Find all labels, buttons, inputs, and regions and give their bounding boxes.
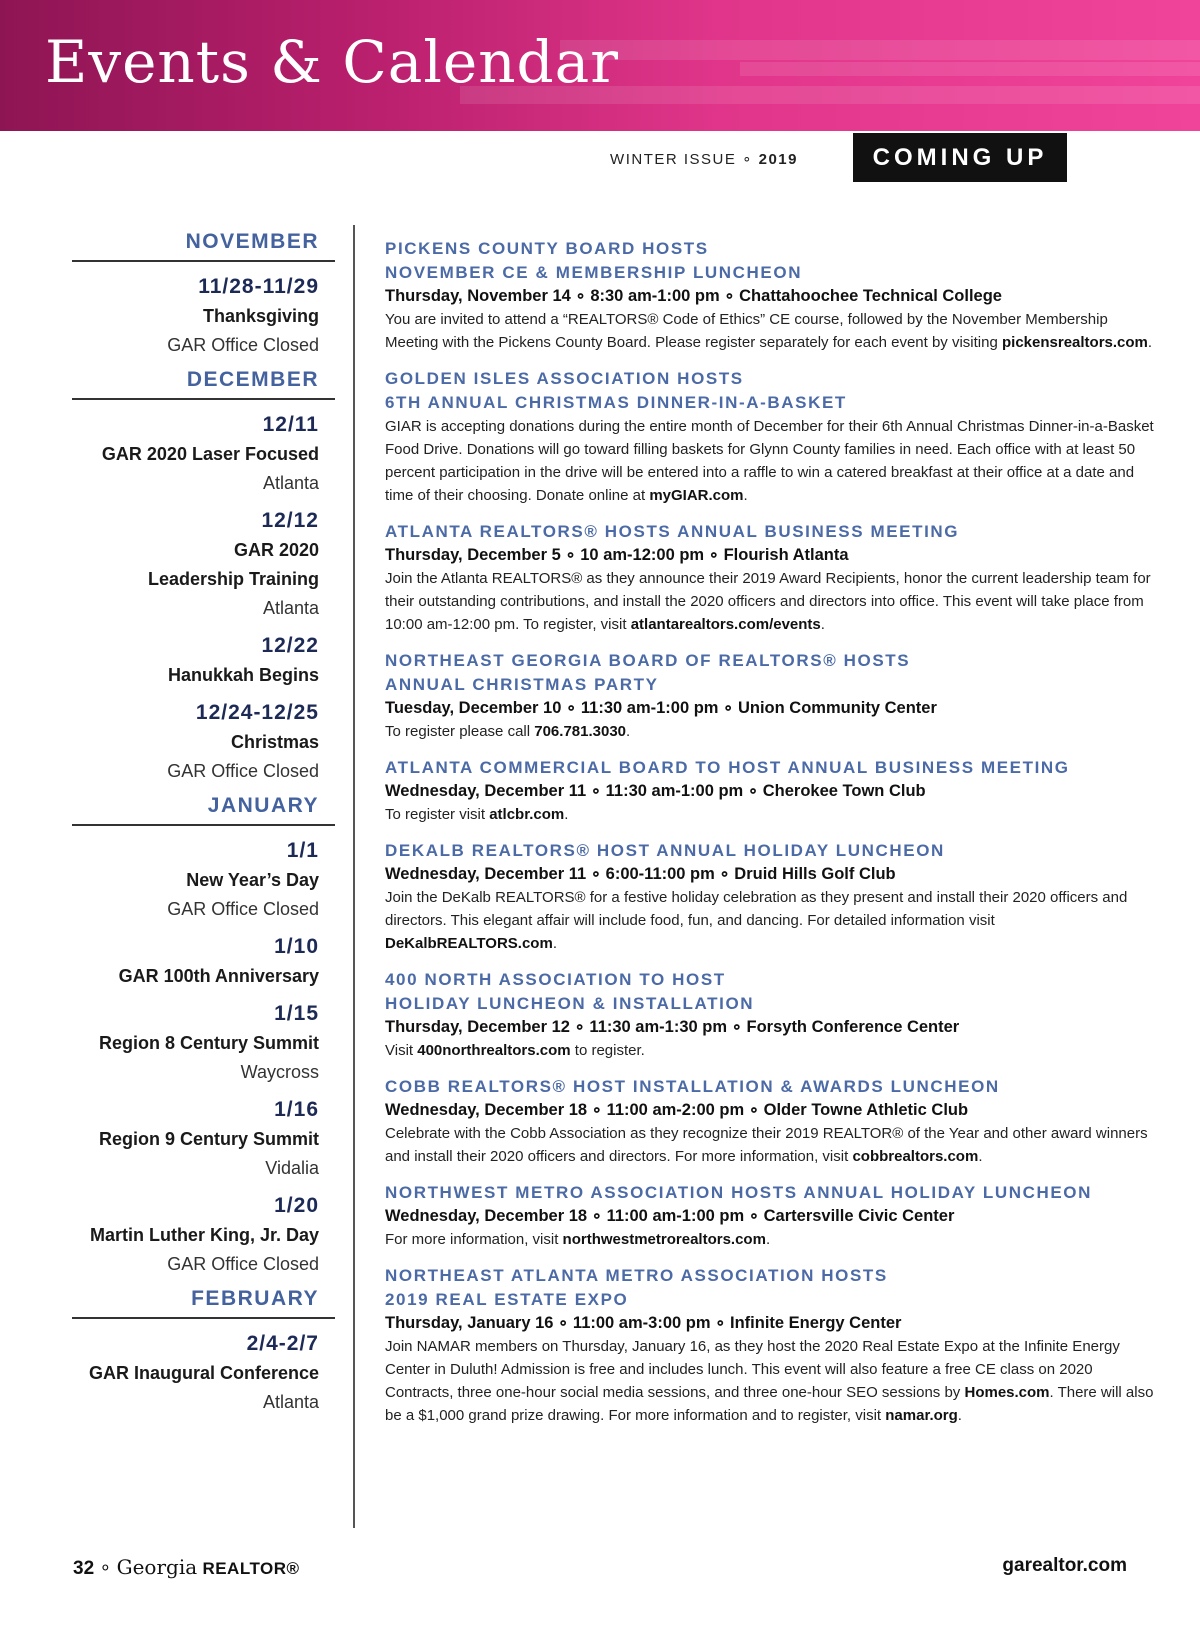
entry-name: Region 8 Century Summit	[98, 1033, 319, 1053]
event-description	[385, 1228, 1155, 1251]
entry-location: Atlanta	[262, 1392, 319, 1412]
event-description-text: .	[743, 487, 748, 504]
event-title: 6TH ANNUAL CHRISTMAS DINNER-IN-A-BASKET	[385, 393, 847, 412]
entry-name: GAR 2020	[233, 540, 319, 560]
calendar-entry	[50, 932, 335, 991]
entry-location: GAR Office Closed	[167, 335, 319, 355]
event-item	[385, 367, 1155, 507]
event-title: DEKALB REALTORS® HOST ANNUAL HOLIDAY LUNCHEON	[385, 841, 945, 860]
calendar-entry	[50, 272, 335, 360]
event-datetime: Thursday, December 12 ∘ 11:30 am-1:30 pm ∘ Forsyth Conference Center	[385, 1018, 960, 1036]
page-title: Events & Calendar	[45, 28, 619, 96]
event-title: GOLDEN ISLES ASSOCIATION HOSTS	[385, 369, 744, 388]
event-item	[385, 1264, 1155, 1427]
header-banner	[0, 0, 1200, 131]
event-item	[385, 520, 1155, 636]
event-description-text: .	[564, 806, 569, 823]
event-description-text: Visit	[385, 1042, 418, 1059]
event-description-text: Join the Atlanta REALTORS® as they announce their 2019 Award Recipients, honor the current leadership team for their outstanding contributions, and install the 2020 officers and directors into office. This event will take place from 10:00 am-12:00 pm. To register, visit	[385, 570, 1151, 633]
event-datetime: Thursday, November 14 ∘ 8:30 am-1:00 pm ∘ Chattahoochee Technical College	[385, 287, 1002, 305]
event-item	[385, 1181, 1155, 1251]
event-link[interactable]: namar.org	[885, 1407, 958, 1424]
event-description-text: .	[820, 616, 825, 633]
entry-date: 1/16	[274, 1098, 319, 1121]
entry-date: 1/20	[274, 1194, 319, 1217]
event-datetime: Thursday, January 16 ∘ 11:00 am-3:00 pm ∘ Infinite Energy Center	[385, 1314, 902, 1332]
event-item	[385, 968, 1155, 1062]
entry-location: GAR Office Closed	[167, 1254, 319, 1274]
calendar-entry	[50, 631, 335, 690]
entry-location: GAR Office Closed	[167, 761, 319, 781]
entry-location: Atlanta	[262, 598, 319, 618]
events-list	[385, 237, 1155, 1440]
calendar-sidebar	[50, 230, 335, 1425]
event-datetime: Wednesday, December 11 ∘ 11:30 am-1:00 pm ∘ Cherokee Town Club	[385, 782, 926, 800]
event-link[interactable]: DeKalbREALTORS.com	[385, 935, 553, 952]
magazine-name: Georgia	[116, 1555, 198, 1579]
event-description-text: .	[1147, 334, 1153, 351]
event-description-text: . There will also be a $1,000 grand prize drawing. For more information and to register, visit	[385, 1384, 1154, 1424]
event-title: NORTHWEST METRO ASSOCIATION HOSTS ANNUAL HOLIDAY LUNCHEON	[385, 1183, 1092, 1202]
event-description-text: Celebrate with the Cobb Association as they recognize their 2019 REALTOR® of the Year and other award winners and install their 2020 officers and directors. For more information, visit	[385, 1125, 1148, 1165]
calendar-entry	[50, 999, 335, 1087]
event-link[interactable]: Homes.com	[964, 1384, 1050, 1401]
month-heading: DECEMBER	[72, 368, 335, 400]
event-description-text: .	[552, 935, 557, 952]
event-description-text: To register visit	[385, 806, 490, 823]
entry-date: 12/22	[261, 634, 319, 657]
event-link[interactable]: atlantarealtors.com/events	[630, 616, 821, 633]
calendar-entry	[50, 698, 335, 786]
event-description-text: You are invited to attend a “REALTORS® Code of Ethics” CE course, followed by the November Membership Meeting with the Pickens County Board. Please register separately for each event by visiting	[385, 311, 1108, 351]
event-description-text: Join the DeKalb REALTORS® for a festive holiday celebration as they present and install their 2020 officers and directors. This elegant affair will include food, fun, and dancing. For detailed information visit	[385, 889, 1128, 929]
event-title: COBB REALTORS® HOST INSTALLATION & AWARDS LUNCHEON	[385, 1077, 1000, 1096]
calendar-entry	[50, 836, 335, 924]
entry-date: 12/11	[262, 413, 319, 436]
calendar-entry	[50, 1095, 335, 1183]
event-item	[385, 839, 1155, 955]
event-link[interactable]: 706.781.3030	[534, 723, 627, 740]
event-datetime: Thursday, December 5 ∘ 10 am-12:00 pm ∘ Flourish Atlanta	[385, 546, 849, 564]
entry-location: GAR Office Closed	[167, 899, 319, 919]
event-datetime: Wednesday, December 18 ∘ 11:00 am-1:00 pm ∘ Cartersville Civic Center	[385, 1207, 955, 1225]
footer-separator: ∘	[99, 1558, 112, 1579]
event-title: HOLIDAY LUNCHEON & INSTALLATION	[385, 994, 755, 1013]
entry-date: 1/1	[286, 839, 319, 862]
calendar-entry	[50, 1329, 335, 1417]
event-description-text: Join NAMAR members on Thursday, January 16, as they host the 2020 Real Estate Expo at the Infinite Energy Center in Duluth! Admission is free and includes lunch. This event will also feature a free CE class on 2020 Contracts, three one-hour social media sessions, and three one-hour SEO sessions by	[385, 1338, 1120, 1401]
footer-website-link[interactable]: garealtor.com	[1002, 1555, 1127, 1576]
entry-location: Vidalia	[265, 1158, 319, 1178]
entry-name: GAR 2020 Laser Focused	[101, 444, 319, 464]
calendar-entry	[50, 410, 335, 498]
magazine-name-realtor: REALTOR®	[202, 1559, 300, 1578]
entry-name: Martin Luther King, Jr. Day	[89, 1225, 319, 1245]
event-description	[385, 308, 1155, 354]
event-description-text: to register.	[570, 1042, 645, 1059]
event-description	[385, 803, 1155, 826]
event-title: NOVEMBER CE & MEMBERSHIP LUNCHEON	[385, 263, 803, 282]
event-description	[385, 886, 1155, 955]
month-heading: NOVEMBER	[72, 230, 335, 262]
issue-year: 2019	[758, 151, 798, 168]
footer-publication	[73, 1555, 300, 1580]
event-description-text: .	[957, 1407, 962, 1424]
event-title: NORTHEAST GEORGIA BOARD OF REALTORS® HOSTS	[385, 651, 911, 670]
event-title: 2019 REAL ESTATE EXPO	[385, 1290, 629, 1309]
entry-date: 12/12	[261, 509, 319, 532]
event-description-text: .	[978, 1148, 983, 1165]
event-title: ANNUAL CHRISTMAS PARTY	[385, 675, 659, 694]
entry-name: New Year’s Day	[186, 870, 319, 890]
entry-name: GAR Inaugural Conference	[88, 1363, 319, 1383]
entry-date: 1/15	[274, 1002, 319, 1025]
event-link[interactable]: pickensrealtors.com	[1002, 334, 1148, 351]
event-link[interactable]: northwestmetrorealtors.com	[562, 1231, 766, 1248]
calendar-entry	[50, 1191, 335, 1279]
column-divider	[353, 225, 355, 1528]
event-title: ATLANTA REALTORS® HOSTS ANNUAL BUSINESS MEETING	[385, 522, 960, 541]
entry-name: Leadership Training	[147, 569, 319, 589]
event-description	[385, 720, 1155, 743]
event-link[interactable]: 400northrealtors.com	[417, 1042, 571, 1059]
event-description	[385, 567, 1155, 636]
issue-separator: ∘	[742, 151, 753, 168]
entry-date: 12/24-12/25	[195, 701, 319, 724]
event-title: NORTHEAST ATLANTA METRO ASSOCIATION HOSTS	[385, 1266, 888, 1285]
entry-location: Waycross	[240, 1062, 319, 1082]
event-datetime: Wednesday, December 18 ∘ 11:00 am-2:00 pm ∘ Older Towne Athletic Club	[385, 1101, 969, 1119]
event-item	[385, 1075, 1155, 1168]
event-description-text: For more information, visit	[385, 1231, 563, 1248]
event-item	[385, 237, 1155, 354]
event-link[interactable]: cobbrealtors.com	[852, 1148, 979, 1165]
event-description-text: GIAR is accepting donations during the entire month of December for their 6th Annual Christmas Dinner-in-a-Basket Food Drive. Donations will go toward filling baskets for Glynn County families in need. Each office with at least 50 percent participation in the drive will be entered into a raffle to win a catered breakfast at their office at a date and time of their choosing. Donate online at	[385, 418, 1154, 504]
issue-season: WINTER ISSUE	[610, 151, 737, 168]
event-description	[385, 1039, 1155, 1062]
entry-name: Hanukkah Begins	[167, 665, 319, 685]
entry-name: Thanksgiving	[202, 306, 319, 326]
entry-date: 2/4-2/7	[246, 1332, 319, 1355]
event-description	[385, 415, 1155, 507]
event-description-text: .	[626, 723, 631, 740]
entry-date: 11/28-11/29	[198, 275, 319, 298]
entry-name: Region 9 Century Summit	[98, 1129, 319, 1149]
entry-name: GAR 100th Anniversary	[118, 966, 319, 986]
month-heading: FEBRUARY	[72, 1287, 335, 1319]
event-description	[385, 1122, 1155, 1168]
event-link[interactable]: atlcbr.com	[489, 806, 565, 823]
entry-location: Atlanta	[262, 473, 319, 493]
event-title: ATLANTA COMMERCIAL BOARD TO HOST ANNUAL BUSINESS MEETING	[385, 758, 1070, 777]
event-datetime: Tuesday, December 10 ∘ 11:30 am-1:00 pm ∘ Union Community Center	[385, 699, 937, 717]
calendar-entry	[50, 506, 335, 623]
coming-up-badge: COMING UP	[853, 133, 1067, 182]
month-heading: JANUARY	[72, 794, 335, 826]
event-description-text: To register please call	[385, 723, 535, 740]
event-item	[385, 756, 1155, 826]
page-number: 32	[73, 1558, 95, 1579]
event-title: PICKENS COUNTY BOARD HOSTS	[385, 239, 709, 258]
event-description	[385, 1335, 1155, 1427]
entry-date: 1/10	[274, 935, 319, 958]
issue-label	[610, 150, 798, 168]
event-datetime: Wednesday, December 11 ∘ 6:00-11:00 pm ∘ Druid Hills Golf Club	[385, 865, 896, 883]
entry-name: Christmas	[230, 732, 319, 752]
event-link[interactable]: myGIAR.com	[649, 487, 744, 504]
event-description-text: .	[765, 1231, 771, 1248]
event-item	[385, 649, 1155, 743]
event-title: 400 NORTH ASSOCIATION TO HOST	[385, 970, 726, 989]
